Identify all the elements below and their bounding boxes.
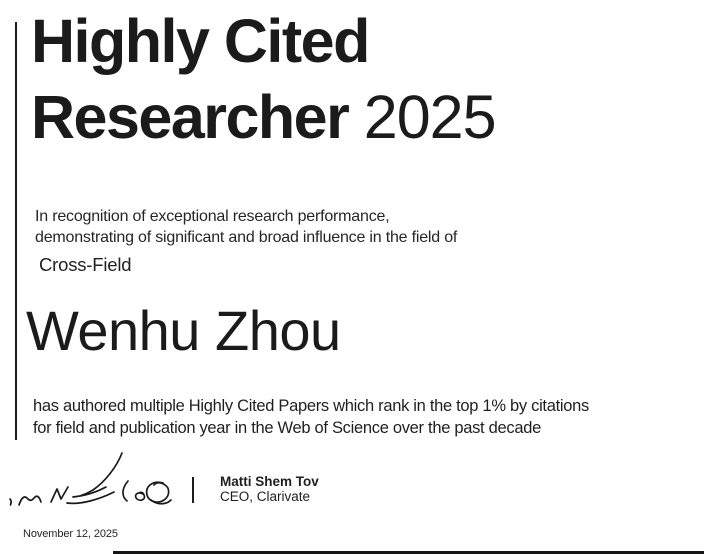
title-line1: Highly Cited	[31, 7, 369, 75]
recognition-line1: In recognition of exceptional research performance,	[35, 208, 390, 225]
signer-info	[220, 475, 319, 504]
achievement-text	[33, 395, 589, 439]
recognition-line2: demonstrating of significant and broad influence in the field of	[35, 229, 458, 246]
title-line2-word: Researcher	[31, 83, 349, 152]
achievement-line1: has authored multiple Highly Cited Papers which rank in the top 1% by citations	[33, 397, 589, 415]
recipient-name: Wenhu Zhou	[26, 299, 341, 362]
recognition-text	[35, 206, 457, 248]
signer-name: Matti Shem Tov	[220, 474, 319, 489]
signer-title: CEO, Clarivate	[220, 488, 311, 504]
signature-icon	[5, 447, 183, 511]
issue-date: November 12, 2025	[23, 528, 118, 540]
left-vertical-rule	[15, 22, 17, 440]
signature-divider	[192, 477, 194, 503]
title-year: 2025	[363, 83, 496, 152]
achievement-line2: for field and publication year in the Web of Science over the past decade	[33, 419, 541, 437]
signature-block	[0, 445, 360, 515]
certificate-title	[31, 3, 496, 156]
research-field: Cross-Field	[39, 254, 132, 275]
